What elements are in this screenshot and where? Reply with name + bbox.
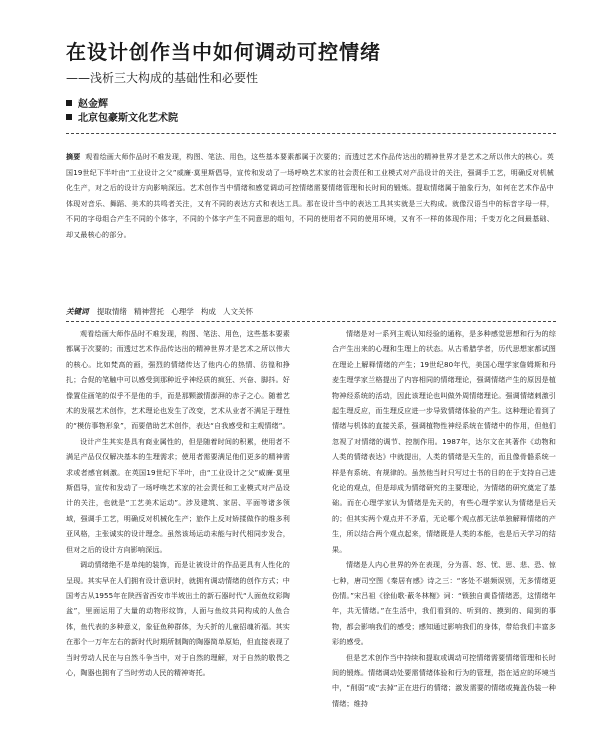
header-divider <box>66 133 556 134</box>
keywords-divider <box>66 321 556 322</box>
keyword: 心理学 <box>171 307 194 316</box>
body-paragraph: 调动情绪绝不是单纯的装饰，而是让被设计的作品更具有人性化的呈现。其实早在人们拥有设计意识时，就拥有调动情绪的创作方式；中国考古从1955年在陕西省西安市半坡出土的新石器时代“人面鱼纹彩陶盆”，里面运用了大量的动物形纹饰，人面与鱼纹共同构成的人鱼合体，鱼代表的多种意义，象征鱼种群体，为夭折的儿童招魂祈福。其实在那个一万年左右的新时代时期所制陶的陶器简单原始，但直接表现了当时劳动人民在与自然斗争当中，对于自然的理解，对于自然的敬畏之心，陶器也拥有了当时劳动人民的精神寄托。 <box>66 560 290 677</box>
article-subtitle: ——浅析三大构成的基础性和必要性 <box>66 71 259 85</box>
keyword: 人文关怀 <box>223 307 254 316</box>
affiliation-line <box>66 112 178 126</box>
body-column-right <box>332 326 556 711</box>
article-title: 在设计创作当中如何调动可控情绪 <box>66 40 381 64</box>
abstract-block <box>66 150 554 243</box>
keyword: 提取情绪 <box>96 307 127 316</box>
bullet-square-icon <box>66 100 72 106</box>
author-name: 赵金辉 <box>78 99 108 110</box>
abstract-label: 摘要 <box>66 153 81 161</box>
author-affiliation: 北京包豪斯文化艺术院 <box>78 113 178 124</box>
bullet-square-icon <box>66 114 72 120</box>
author-line <box>66 98 108 112</box>
body-paragraph: 观看绘画大师作品时不难发现，构图、笔法、用色，这些基本要素都属于次要的；而透过艺术作品传达出的精神世界才是艺术之所以伟大的核心。比如梵高的画，强烈的情绪传达了他内心的热情、彷徨和挣扎；合促的笔触中可以感受到那种近乎神经质的疯狂、兴奋、脚抖。好像置住画笔的似乎不是他的手，而是那颗激情澎湃的赤子之心。随着艺术的发展艺术创作，艺术理论也发生了改变，艺术从业者不满足于理性的“模仿事物形象”，而要借助艺术创作，表达“自我感受和主观情绪”。 <box>66 329 290 431</box>
body-paragraph: 但是艺术创作当中持续和提取或调动可控情绪需要情绪管理和长时间的锻炼。情绪调动处要需情绪体验和行为的管理，指在适应的环境当中，“削弱”或“去掉”正在进行的情绪；激发需要的情绪或掩盖伪装一种情绪；维持 <box>332 652 556 708</box>
body-paragraph: 情绪是人内心世界的外在表现，分为喜、怒、忧、思、悲、恐、惊七种，唐司空图《秦居有感》诗之三：“客处不堪频误别，无多情绪更伤情。”宋吕祖《徐仙歌·蔽冬林榭》词：“锁独自黄昏情绪恶，这情绪年年，共无情绪。”在生活中，我们看到的、听到的、摸到的、闻到的事物，都会影响我们的感受；感知通过影响我们的身体，带给我们丰富多彩的感受。 <box>332 560 556 647</box>
keywords-line <box>66 305 554 319</box>
body-paragraph: 情绪是对一系列主观认知经验的通称，是多种感觉思想和行为的综合产生出来的心理和生理上的状态。从古希腊学者，历代思想家都试图在理论上解释情绪的产生；19世纪80年代，美国心理学家詹姆斯和丹麦生理学家兰格提出了内容相同的情绪理论，强调情绪产生的原因是植物神经系统的活动，因此该理论也叫做外周情绪理论。强调情绪刺激引起生理反应，而生理反应进一步导致情绪体验的产生。这种理论看到了情绪与机体的直接关系，强调植物性神经系统在情绪中的作用，但他们忽视了对情绪的调节、控制作用。1987年，达尔文在其著作《动物和人类的情绪表达》中就提出，人类的情绪是天生的，而且像骨骼系统一样是有系统、有规律的。虽然他当时只写过士书的目的在于支持自己进化论的观点，但是却成为情绪研究的主要理论，为情绪的研究奠定了基础。而在心理学家认为情绪是先天的，有些心理学家认为情绪是后天的；但其实两个观点并不矛盾，无论哪个观点都无法单独解释情绪的产生，所以结合两个观点起来，情绪既是人类的本能，也是后天学习的结果。 <box>332 329 556 554</box>
abstract-text: 观看绘画大师作品时不难发现，构图、笔法、用色，这些基本要素都属于次要的；而透过艺术作品传达出的精神世界才是艺术之所以伟大的核心。英国19世纪下半叶由“工业设计之父”威廉·莫里斯倡导，宣传和发动了一场呼唤艺术家的社会责任和工业模式对产品设计的关注，强调手工艺，明确反对机械化生产，对之后的设计方向影响深远。艺术创作当中情绪和感觉调动可控情绪需要情绪管理和长时间的锻炼。提取情绪属于抽象行为，如何在艺术作品中体现对音乐、舞蹈、美术的共鸣者关注，又有不同的表达方式和表达工具。那在设计当中的表达工具其实就是三大构成。就像汉语当中的标音字母一样，不同的字母组合产生不同的个体字，不同的个体字产生不同意思的组句，不同的使用者不同的使用环境，又有不一样的体现作用；千变万化之间最基础、却又最核心的部分。 <box>66 153 554 239</box>
keyword: 构成 <box>200 307 216 316</box>
keyword: 精神营托 <box>134 307 165 316</box>
keywords-label: 关键词 <box>66 307 89 316</box>
body-paragraph: 设计产生其实是具有商业属性的，但是随着时间的积累，使用者不满足产品仅仅解决基本的生理需求；使用者需要满足他们更多的精神需求或者感官刺激。在英国19世纪下半叶，由“工业设计之父”威廉·莫里斯倡导，宣传和发动了一场呼唤艺术家的社会责任和工业模式对产品设计的关注，也就是“工艺美术运动”。涉及建筑、家居、平面等诸多领域，强调手工艺，明确反对机械化生产；旅作上反对矫揉做作的维多利亚风格，主张诚实的设计理念。虽然该场运动未能与时代相同步发合，但对之后的设计方向影响深远。 <box>66 436 290 554</box>
body-column-left <box>66 326 290 680</box>
